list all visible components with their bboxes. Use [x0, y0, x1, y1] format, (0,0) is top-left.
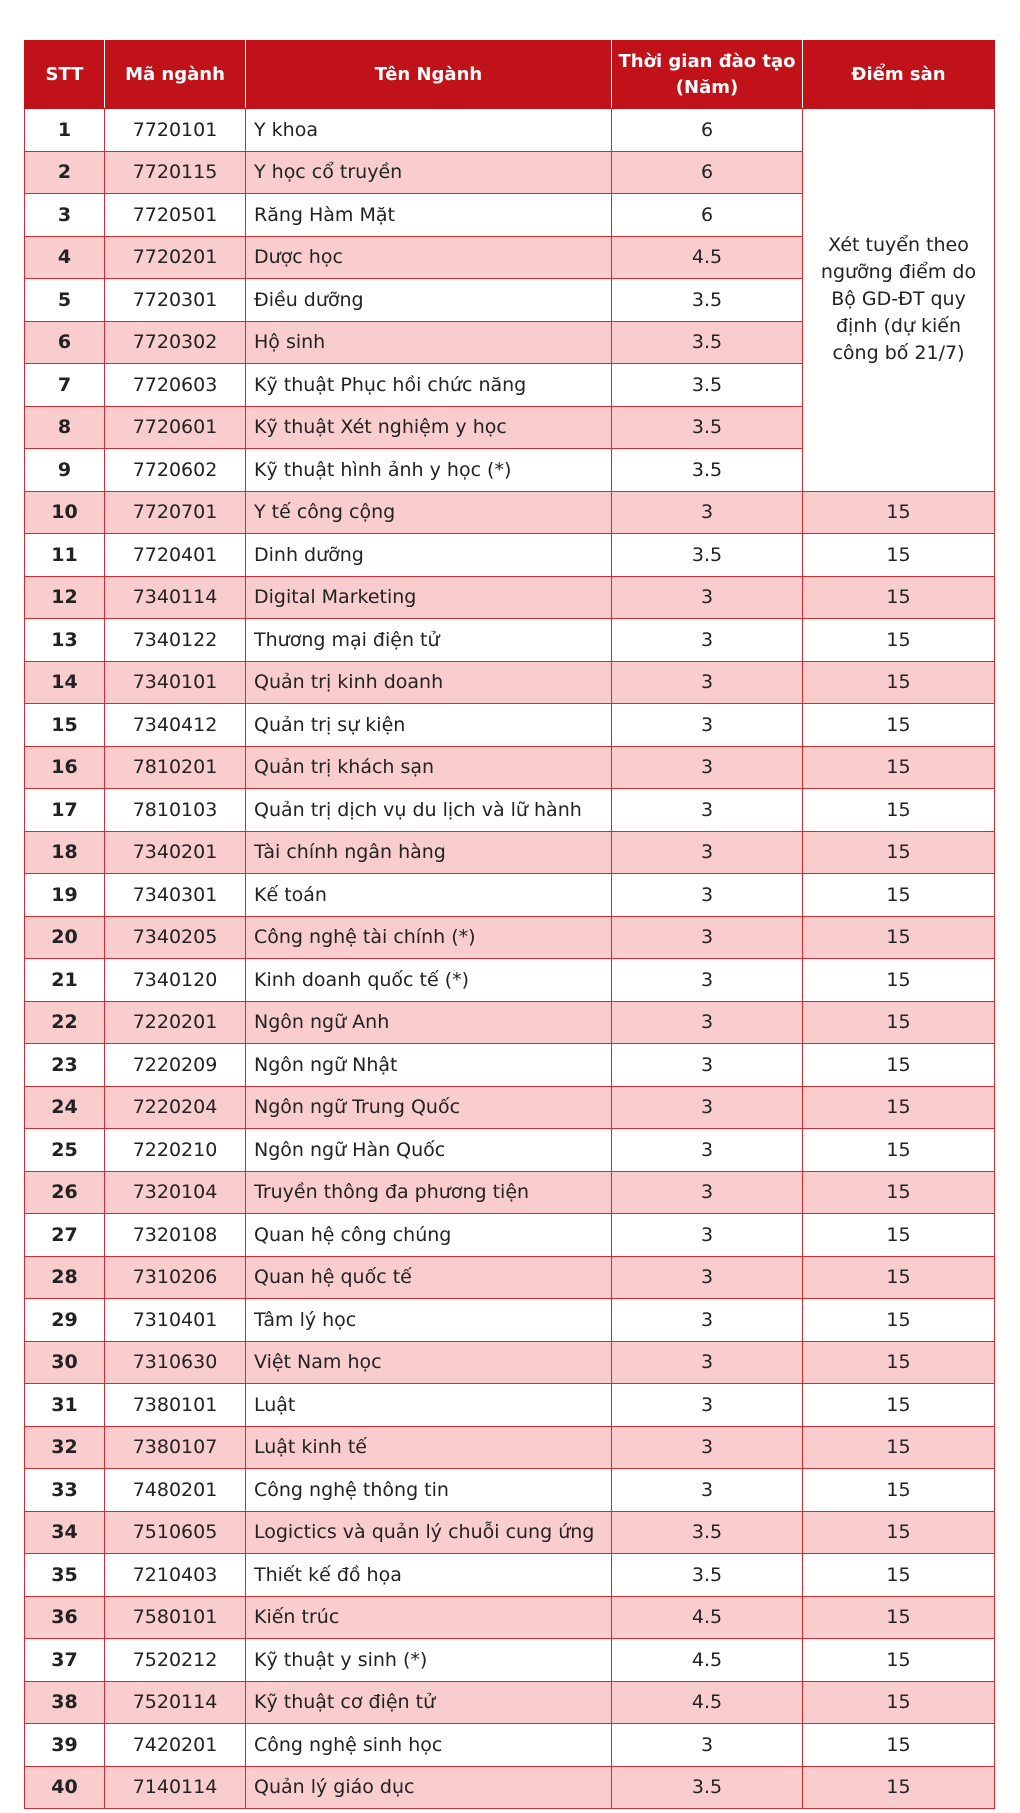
cell-duration: 6 — [612, 194, 803, 237]
cell-stt: 27 — [25, 1214, 105, 1257]
cell-major-name: Thiết kế đồ họa — [246, 1554, 612, 1597]
cell-major-name: Ngôn ngữ Nhật — [246, 1044, 612, 1087]
cell-major-code: 7340201 — [105, 831, 246, 874]
cell-major-name: Quản lý giáo dục — [246, 1766, 612, 1809]
cell-major-name: Luật — [246, 1384, 612, 1427]
table-row — [25, 491, 995, 534]
table-row — [25, 874, 995, 917]
cell-major-name: Dược học — [246, 236, 612, 279]
cell-duration: 3 — [612, 959, 803, 1002]
header-major-name: Tên Ngành — [246, 41, 612, 109]
cell-major-code: 7810201 — [105, 746, 246, 789]
cell-major-code: 7340120 — [105, 959, 246, 1002]
header-stt: STT — [25, 41, 105, 109]
cell-stt: 18 — [25, 831, 105, 874]
table-row — [25, 831, 995, 874]
cell-major-name: Kỹ thuật Xét nghiệm y học — [246, 406, 612, 449]
cell-floor-score: 15 — [803, 1384, 995, 1427]
cell-major-code: 7720201 — [105, 236, 246, 279]
header-duration: Thời gian đào tạo (Năm) — [612, 41, 803, 109]
cell-duration: 4.5 — [612, 1639, 803, 1682]
cell-stt: 9 — [25, 449, 105, 492]
cell-floor-score-note: Xét tuyển theo ngưỡng điểm do Bộ GD-ĐT quy định (dự kiến công bố 21/7) — [803, 109, 995, 492]
cell-stt: 38 — [25, 1681, 105, 1724]
cell-stt: 25 — [25, 1129, 105, 1172]
table-row — [25, 1681, 995, 1724]
cell-stt: 21 — [25, 959, 105, 1002]
cell-stt: 34 — [25, 1511, 105, 1554]
cell-major-code: 7340301 — [105, 874, 246, 917]
cell-major-code: 7210403 — [105, 1554, 246, 1597]
cell-major-name: Ngôn ngữ Hàn Quốc — [246, 1129, 612, 1172]
cell-major-name: Y tế công cộng — [246, 491, 612, 534]
cell-duration: 6 — [612, 151, 803, 194]
cell-duration: 3.5 — [612, 279, 803, 322]
cell-major-code: 7580101 — [105, 1596, 246, 1639]
cell-floor-score: 15 — [803, 619, 995, 662]
cell-stt: 3 — [25, 194, 105, 237]
cell-stt: 5 — [25, 279, 105, 322]
table-row — [25, 704, 995, 747]
cell-stt: 40 — [25, 1766, 105, 1809]
cell-duration: 3 — [612, 1086, 803, 1129]
cell-major-code: 7520114 — [105, 1681, 246, 1724]
table-row — [25, 1511, 995, 1554]
cell-stt: 17 — [25, 789, 105, 832]
cell-stt: 7 — [25, 364, 105, 407]
table-row — [25, 789, 995, 832]
table-row — [25, 1596, 995, 1639]
cell-duration: 4.5 — [612, 1596, 803, 1639]
cell-major-name: Tâm lý học — [246, 1299, 612, 1342]
cell-floor-score: 15 — [803, 1086, 995, 1129]
cell-stt: 28 — [25, 1256, 105, 1299]
table-row — [25, 1256, 995, 1299]
cell-floor-score: 15 — [803, 1129, 995, 1172]
cell-major-code: 7140114 — [105, 1766, 246, 1809]
cell-duration: 3 — [612, 619, 803, 662]
cell-floor-score: 15 — [803, 661, 995, 704]
cell-duration: 3 — [612, 1384, 803, 1427]
cell-stt: 29 — [25, 1299, 105, 1342]
cell-duration: 3 — [612, 704, 803, 747]
cell-major-code: 7380101 — [105, 1384, 246, 1427]
admissions-table-container — [24, 40, 994, 1809]
header-row — [25, 41, 995, 109]
cell-stt: 39 — [25, 1724, 105, 1767]
table-row — [25, 1384, 995, 1427]
cell-stt: 12 — [25, 576, 105, 619]
cell-major-code: 7720115 — [105, 151, 246, 194]
table-row — [25, 746, 995, 789]
cell-duration: 3 — [612, 491, 803, 534]
cell-duration: 3 — [612, 1724, 803, 1767]
cell-stt: 31 — [25, 1384, 105, 1427]
cell-floor-score: 15 — [803, 916, 995, 959]
cell-major-name: Quan hệ quốc tế — [246, 1256, 612, 1299]
cell-duration: 3 — [612, 1469, 803, 1512]
cell-major-code: 7420201 — [105, 1724, 246, 1767]
cell-floor-score: 15 — [803, 789, 995, 832]
cell-major-code: 7310401 — [105, 1299, 246, 1342]
table-row — [25, 959, 995, 1002]
table-row — [25, 619, 995, 662]
cell-floor-score: 15 — [803, 1341, 995, 1384]
table-row — [25, 1214, 995, 1257]
cell-stt: 6 — [25, 321, 105, 364]
cell-duration: 3 — [612, 1299, 803, 1342]
cell-major-code: 7340412 — [105, 704, 246, 747]
cell-duration: 3.5 — [612, 1766, 803, 1809]
table-row — [25, 1171, 995, 1214]
cell-major-name: Kỹ thuật Phục hồi chức năng — [246, 364, 612, 407]
cell-major-code: 7720701 — [105, 491, 246, 534]
cell-stt: 20 — [25, 916, 105, 959]
cell-major-name: Công nghệ sinh học — [246, 1724, 612, 1767]
table-row — [25, 916, 995, 959]
cell-major-name: Việt Nam học — [246, 1341, 612, 1384]
cell-floor-score: 15 — [803, 1681, 995, 1724]
cell-major-name: Kinh doanh quốc tế (*) — [246, 959, 612, 1002]
cell-stt: 23 — [25, 1044, 105, 1087]
cell-major-name: Quản trị sự kiện — [246, 704, 612, 747]
table-row — [25, 1086, 995, 1129]
cell-duration: 4.5 — [612, 236, 803, 279]
cell-floor-score: 15 — [803, 1299, 995, 1342]
cell-floor-score: 15 — [803, 831, 995, 874]
table-row — [25, 1426, 995, 1469]
cell-major-name: Tài chính ngân hàng — [246, 831, 612, 874]
table-row — [25, 1129, 995, 1172]
cell-major-code: 7480201 — [105, 1469, 246, 1512]
table-row — [25, 576, 995, 619]
cell-duration: 4.5 — [612, 1681, 803, 1724]
cell-major-code: 7340122 — [105, 619, 246, 662]
cell-floor-score: 15 — [803, 1171, 995, 1214]
cell-major-code: 7220209 — [105, 1044, 246, 1087]
cell-major-code: 7220201 — [105, 1001, 246, 1044]
cell-major-name: Logictics và quản lý chuỗi cung ứng — [246, 1511, 612, 1554]
cell-stt: 15 — [25, 704, 105, 747]
table-row — [25, 1341, 995, 1384]
cell-stt: 30 — [25, 1341, 105, 1384]
cell-duration: 6 — [612, 109, 803, 152]
cell-floor-score: 15 — [803, 704, 995, 747]
cell-duration: 3 — [612, 1256, 803, 1299]
cell-floor-score: 15 — [803, 576, 995, 619]
cell-duration: 3 — [612, 1426, 803, 1469]
table-row — [25, 1001, 995, 1044]
cell-major-code: 7340114 — [105, 576, 246, 619]
table-row — [25, 1724, 995, 1767]
cell-major-name: Truyền thông đa phương tiện — [246, 1171, 612, 1214]
cell-major-name: Y khoa — [246, 109, 612, 152]
cell-floor-score: 15 — [803, 874, 995, 917]
cell-floor-score: 15 — [803, 534, 995, 577]
cell-major-name: Kỹ thuật y sinh (*) — [246, 1639, 612, 1682]
cell-major-code: 7720302 — [105, 321, 246, 364]
cell-floor-score: 15 — [803, 491, 995, 534]
cell-major-name: Kế toán — [246, 874, 612, 917]
cell-major-name: Quản trị kinh doanh — [246, 661, 612, 704]
cell-stt: 11 — [25, 534, 105, 577]
cell-duration: 3 — [612, 746, 803, 789]
cell-duration: 3.5 — [612, 449, 803, 492]
cell-major-code: 7720401 — [105, 534, 246, 577]
cell-floor-score: 15 — [803, 1469, 995, 1512]
cell-major-name: Kỹ thuật cơ điện tử — [246, 1681, 612, 1724]
cell-duration: 3.5 — [612, 1511, 803, 1554]
cell-duration: 3 — [612, 661, 803, 704]
cell-major-name: Kiến trúc — [246, 1596, 612, 1639]
cell-duration: 3 — [612, 1171, 803, 1214]
cell-major-code: 7720602 — [105, 449, 246, 492]
cell-stt: 26 — [25, 1171, 105, 1214]
cell-stt: 1 — [25, 109, 105, 152]
table-row — [25, 1766, 995, 1809]
cell-major-name: Công nghệ tài chính (*) — [246, 916, 612, 959]
cell-major-code: 7720301 — [105, 279, 246, 322]
cell-major-code: 7720603 — [105, 364, 246, 407]
cell-major-name: Quản trị dịch vụ du lịch và lữ hành — [246, 789, 612, 832]
cell-major-code: 7220204 — [105, 1086, 246, 1129]
cell-stt: 14 — [25, 661, 105, 704]
header-floor-score: Điểm sàn — [803, 41, 995, 109]
cell-major-code: 7720601 — [105, 406, 246, 449]
cell-duration: 3.5 — [612, 364, 803, 407]
cell-major-code: 7320104 — [105, 1171, 246, 1214]
cell-duration: 3 — [612, 1129, 803, 1172]
cell-major-code: 7810103 — [105, 789, 246, 832]
cell-stt: 13 — [25, 619, 105, 662]
cell-major-name: Dinh dưỡng — [246, 534, 612, 577]
table-row — [25, 1554, 995, 1597]
cell-floor-score: 15 — [803, 746, 995, 789]
cell-major-name: Digital Marketing — [246, 576, 612, 619]
cell-major-name: Y học cổ truyền — [246, 151, 612, 194]
cell-stt: 36 — [25, 1596, 105, 1639]
cell-stt: 22 — [25, 1001, 105, 1044]
cell-floor-score: 15 — [803, 1214, 995, 1257]
table-row — [25, 1469, 995, 1512]
admissions-table — [24, 40, 995, 1809]
cell-floor-score: 15 — [803, 1596, 995, 1639]
cell-floor-score: 15 — [803, 1639, 995, 1682]
cell-major-name: Răng Hàm Mặt — [246, 194, 612, 237]
cell-stt: 4 — [25, 236, 105, 279]
cell-major-name: Kỹ thuật hình ảnh y học (*) — [246, 449, 612, 492]
cell-major-name: Điều dưỡng — [246, 279, 612, 322]
cell-major-code: 7510605 — [105, 1511, 246, 1554]
cell-stt: 32 — [25, 1426, 105, 1469]
cell-stt: 19 — [25, 874, 105, 917]
table-header — [25, 41, 995, 109]
cell-duration: 3 — [612, 1001, 803, 1044]
cell-stt: 24 — [25, 1086, 105, 1129]
cell-stt: 10 — [25, 491, 105, 534]
cell-floor-score: 15 — [803, 1511, 995, 1554]
cell-duration: 3 — [612, 1044, 803, 1087]
cell-duration: 3 — [612, 576, 803, 619]
cell-major-name: Công nghệ thông tin — [246, 1469, 612, 1512]
header-major-code: Mã ngành — [105, 41, 246, 109]
cell-major-name: Thương mại điện tử — [246, 619, 612, 662]
cell-duration: 3.5 — [612, 1554, 803, 1597]
cell-floor-score: 15 — [803, 1001, 995, 1044]
cell-stt: 2 — [25, 151, 105, 194]
cell-stt: 8 — [25, 406, 105, 449]
cell-major-code: 7310630 — [105, 1341, 246, 1384]
cell-major-code: 7220210 — [105, 1129, 246, 1172]
cell-floor-score: 15 — [803, 1044, 995, 1087]
cell-major-code: 7310206 — [105, 1256, 246, 1299]
cell-major-code: 7720501 — [105, 194, 246, 237]
cell-duration: 3 — [612, 874, 803, 917]
cell-major-code: 7340101 — [105, 661, 246, 704]
cell-major-name: Luật kinh tế — [246, 1426, 612, 1469]
cell-major-name: Ngôn ngữ Anh — [246, 1001, 612, 1044]
cell-stt: 35 — [25, 1554, 105, 1597]
cell-major-name: Hộ sinh — [246, 321, 612, 364]
cell-duration: 3 — [612, 916, 803, 959]
cell-stt: 33 — [25, 1469, 105, 1512]
cell-floor-score: 15 — [803, 1426, 995, 1469]
cell-major-name: Quản trị khách sạn — [246, 746, 612, 789]
cell-floor-score: 15 — [803, 1256, 995, 1299]
cell-major-name: Quan hệ công chúng — [246, 1214, 612, 1257]
table-row — [25, 661, 995, 704]
cell-duration: 3 — [612, 831, 803, 874]
cell-stt: 16 — [25, 746, 105, 789]
cell-duration: 3 — [612, 1341, 803, 1384]
cell-duration: 3.5 — [612, 406, 803, 449]
cell-duration: 3 — [612, 789, 803, 832]
table-row — [25, 109, 995, 152]
cell-floor-score: 15 — [803, 959, 995, 1002]
table-row — [25, 534, 995, 577]
cell-major-name: Ngôn ngữ Trung Quốc — [246, 1086, 612, 1129]
table-row — [25, 1639, 995, 1682]
cell-floor-score: 15 — [803, 1766, 995, 1809]
table-body — [25, 109, 995, 1809]
cell-floor-score: 15 — [803, 1554, 995, 1597]
cell-major-code: 7520212 — [105, 1639, 246, 1682]
cell-major-code: 7720101 — [105, 109, 246, 152]
cell-major-code: 7320108 — [105, 1214, 246, 1257]
cell-duration: 3 — [612, 1214, 803, 1257]
cell-floor-score: 15 — [803, 1724, 995, 1767]
cell-stt: 37 — [25, 1639, 105, 1682]
cell-duration: 3.5 — [612, 321, 803, 364]
cell-major-code: 7380107 — [105, 1426, 246, 1469]
table-row — [25, 1299, 995, 1342]
cell-major-code: 7340205 — [105, 916, 246, 959]
cell-duration: 3.5 — [612, 534, 803, 577]
table-row — [25, 1044, 995, 1087]
